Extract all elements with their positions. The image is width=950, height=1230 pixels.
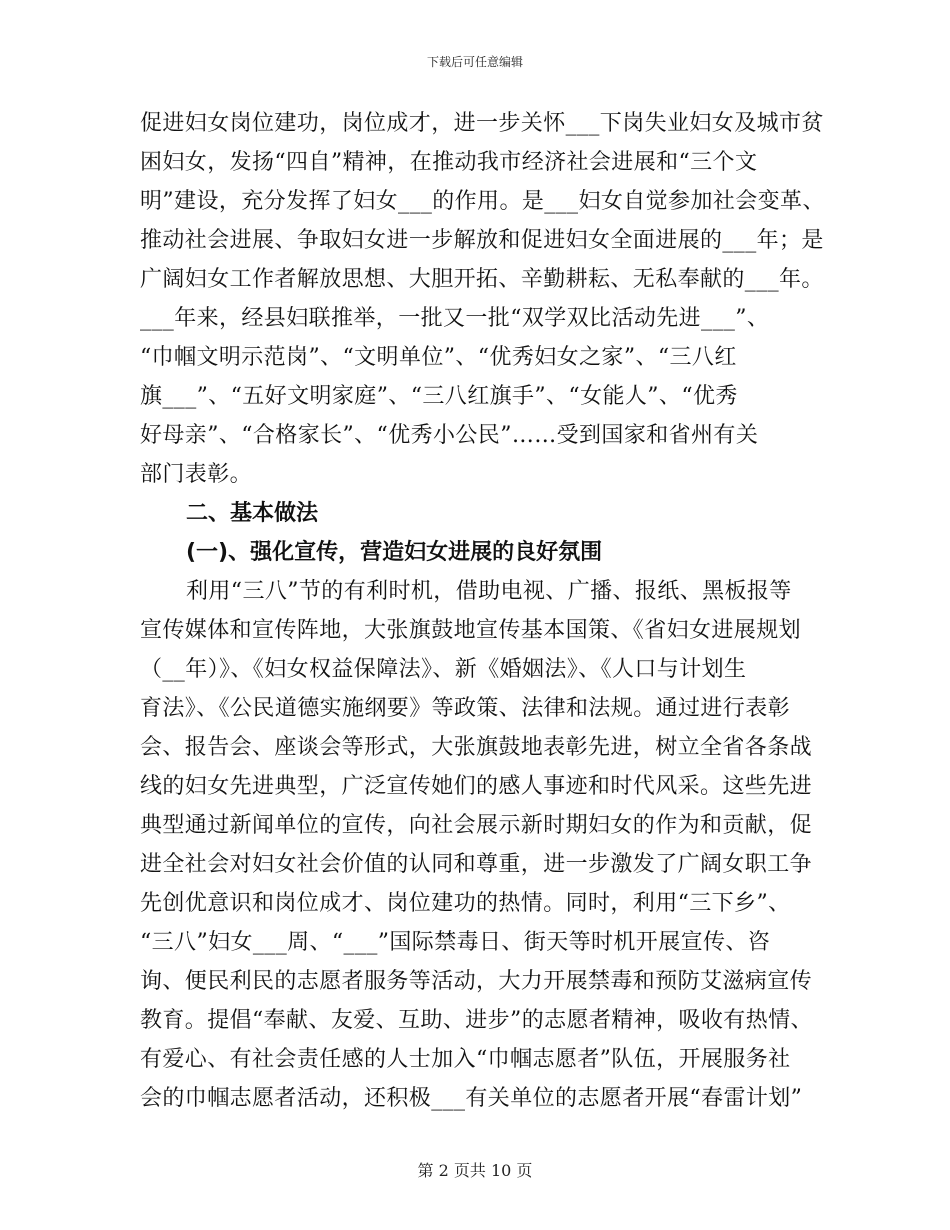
text-line: 广阔妇女工作者解放思想、大胆开拓、辛勤耕耘、无私奉献的___年。 [140, 267, 824, 292]
text-line: 育法》、《公民道德实施纲要》等政策、法律和法规。通过进行表彰 [140, 696, 791, 721]
text-line: 利用“三八”节的有利时机，借助电视、广播、报纸、黑板报等 [186, 579, 792, 604]
page-header: 下载后可任意编辑 [426, 55, 523, 69]
text-line: 典型通过新闻单位的宣传，向社会展示新时期妇女的作为和贡献，促 [140, 813, 813, 838]
text-line: 好母亲”、“合格家长”、“优秀小公民”……受到国家和省州有关 [140, 423, 759, 448]
text-line: 旗___”、“五好文明家庭”、“三八红旗手”、“女能人”、“优秀 [140, 384, 738, 409]
text-line: 教育。提倡“奉献、友爱、互助、进步”的志愿者精神，吸收有热情、 [140, 1008, 813, 1033]
text-line: 询、便民利民的志愿者服务等活动，大力开展禁毒和预防艾滋病宣传 [140, 969, 813, 994]
text-line: 先创优意识和岗位成才、岗位建功的热情。同时，利用“三下乡”、 [140, 891, 791, 916]
text-line: 有爱心、有社会责任感的人士加入“巾帼志愿者”队伍，开展服务社 [140, 1047, 791, 1072]
text-line: 困妇女，发扬“四自”精神，在推动我市经济社会进展和“三个文 [140, 150, 758, 175]
text-line: “巾帼文明示范岗”、“文明单位”、“优秀妇女之家”、“三八红 [140, 345, 737, 370]
text-line: 线的妇女先进典型，广泛宣传她们的感人事迹和时代风采。这些先进 [140, 774, 813, 799]
text-line: “三八”妇女___周、“___”国际禁毒日、街天等时机开展宣传、咨 [140, 930, 771, 955]
text-line: 明”建设，充分发挥了妇女___的作用。是___妇女自觉参加社会变革、 [140, 189, 825, 214]
paragraph-publicity [140, 572, 820, 1118]
text-line: （__年）》、《妇女权益保障法》、新《婚姻法》、《人口与计划生 [140, 657, 747, 682]
page-footer: 第 2 页共 10 页 [417, 1161, 533, 1180]
text-line: 部门表彰。 [140, 462, 253, 487]
text-line: ___年来，经县妇联推举，一批又一批“双学双比活动先进___”、 [140, 306, 770, 331]
text-line: 会的巾帼志愿者活动，还积极___有关单位的志愿者开展“春雷计划” [140, 1086, 803, 1111]
text-line: 促进妇女岗位建功，岗位成才，进一步关怀___下岗失业妇女及城市贫 [140, 111, 824, 136]
text-line: 推动社会进展、争取妇女进一步解放和促进妇女全面进展的___年；是 [140, 228, 824, 253]
text-line: 进全社会对妇女社会价值的认同和尊重，进一步激发了广阔女职工争 [140, 852, 813, 877]
document-body [140, 104, 825, 1118]
section-heading: 二、基本做法 [186, 501, 319, 526]
subsection-heading: (一)、强化宣传，营造妇女进展的良好氛围 [186, 540, 603, 565]
text-line: 会、报告会、座谈会等形式，大张旗鼓地表彰先进，树立全省各条战 [140, 735, 813, 760]
paragraph-intro [140, 104, 825, 494]
text-line: 宣传媒体和宣传阵地，大张旗鼓地宣传基本国策、《省妇女进展规划 [140, 618, 802, 643]
